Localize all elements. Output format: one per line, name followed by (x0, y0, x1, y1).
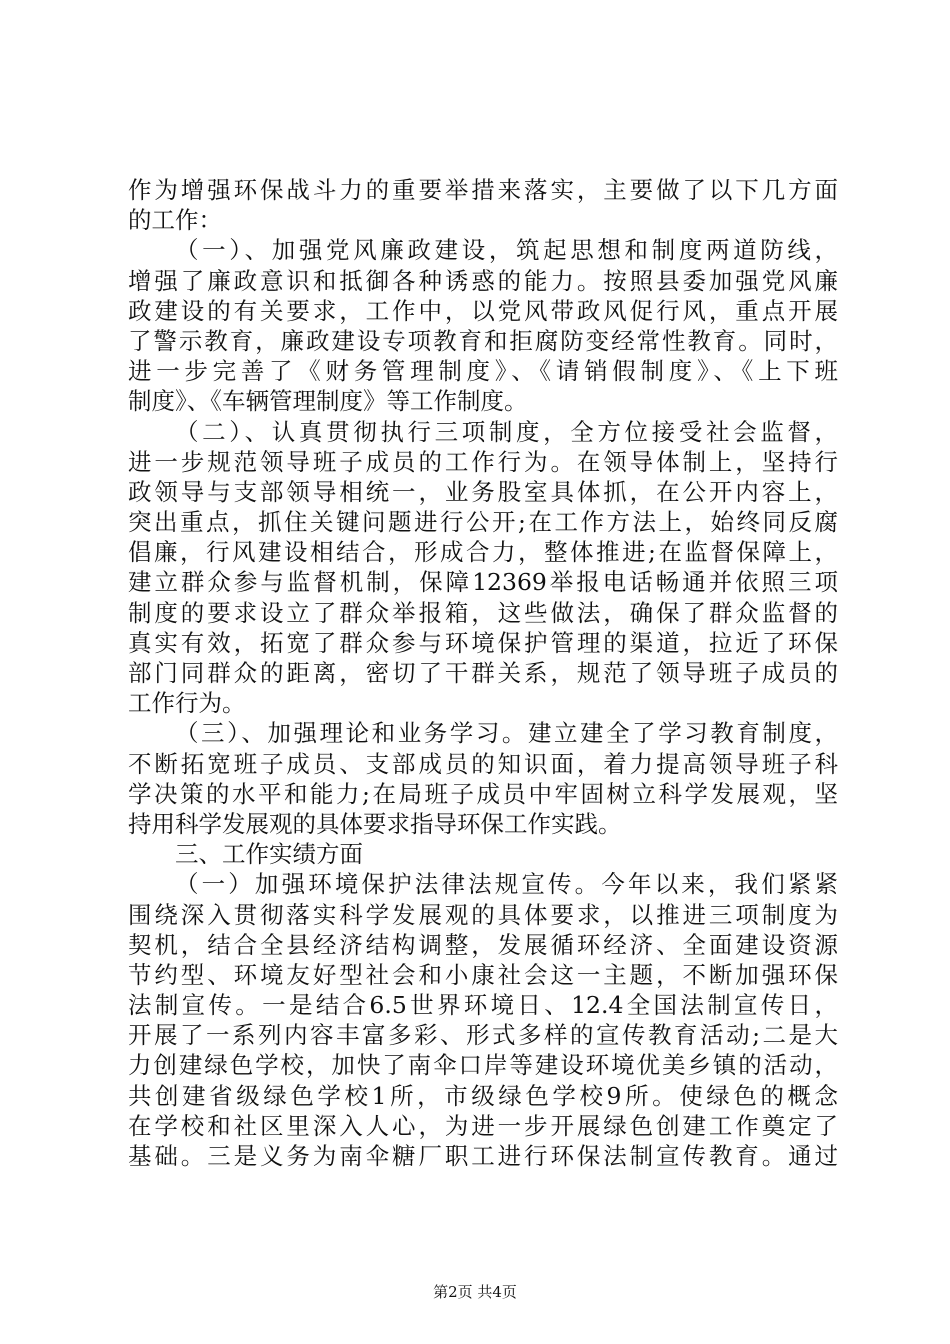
page-footer: 第2页 共4页 (433, 1283, 517, 1301)
text-line: 三、工作实绩方面 (175, 840, 363, 869)
text-line: 开展了一系列内容丰富多彩、形式多样的宣传教育活动;二是大 (128, 1021, 838, 1050)
text-line: 工作行为。 (128, 689, 246, 718)
text-line: 进一步完善了《财务管理制度》、《请销假制度》、《上下班 (128, 357, 838, 386)
text-line: 政领导与支部领导相统一，业务股室具体抓，在公开内容上， (128, 477, 838, 506)
text-line: 突出重点，抓住关键问题进行公开;在工作方法上，始终同反腐 (128, 508, 838, 537)
text-line: 法制宣传。一是结合6.5世界环境日、12.4全国法制宣传日， (128, 991, 838, 1020)
text-line: 力创建绿色学校，加快了南伞口岸等建设环境优美乡镇的活动， (128, 1051, 838, 1080)
text-line: 制度的要求设立了群众举报箱，这些做法，确保了群众监督的 (128, 598, 838, 627)
text-line: 了警示教育，廉政建设专项教育和拒腐防变经常性教育。同时， (128, 326, 838, 355)
document-body (128, 175, 838, 1171)
text-line: （一）加强环境保护法律法规宣传。今年以来，我们紧紧 (175, 870, 838, 899)
text-line: 契机，结合全县经济结构调整，发展循环经济、全面建设资源 (128, 930, 838, 959)
text-line: 基础。三是义务为南伞糖厂职工进行环保法制宣传教育。通过 (128, 1142, 838, 1170)
text-line: 真实有效，拓宽了群众参与环境保护管理的渠道，拉近了环保 (128, 628, 838, 657)
text-line: 建立群众参与监督机制，保障12369举报电话畅通并依照三项 (128, 568, 838, 597)
text-line: 部门同群众的距离，密切了干群关系，规范了领导班子成员的 (128, 659, 838, 687)
text-line: 作为增强环保战斗力的重要举措来落实，主要做了以下几方面 (128, 176, 838, 204)
text-line: 节约型、环境友好型社会和小康社会这一主题，不断加强环保 (128, 960, 838, 989)
text-line: （二）、认真贯彻执行三项制度，全方位接受社会监督， (175, 417, 838, 446)
text-line: （三）、加强理论和业务学习。建立建全了学习教育制度， (175, 719, 838, 748)
text-line: 学决策的水平和能力;在局班子成员中牢固树立科学发展观，坚 (128, 779, 838, 808)
text-line: 不断拓宽班子成员、支部成员的知识面，着力提高领导班子科 (128, 749, 838, 778)
text-line: 政建设的有关要求，工作中，以党风带政风促行风，重点开展 (128, 296, 838, 325)
text-line: 共创建省级绿色学校1所，市级绿色学校9所。使绿色的概念 (128, 1081, 838, 1110)
text-line: 持用科学发展观的具体要求指导环保工作实践。 (128, 809, 622, 838)
text-line: 进一步规范领导班子成员的工作行为。在领导体制上，坚持行 (128, 447, 838, 476)
text-line: 倡廉，行风建设相结合，形成合力，整体推进;在监督保障上， (128, 538, 838, 567)
text-line: （一）、加强党风廉政建设，筑起思想和制度两道防线， (175, 236, 838, 265)
text-line: 围绕深入贯彻落实科学发展观的具体要求，以推进三项制度为 (128, 900, 838, 929)
text-line: 的工作： (128, 206, 222, 235)
text-line: 增强了廉政意识和抵御各种诱惑的能力。按照县委加强党风廉 (128, 266, 838, 295)
text-line: 在学校和社区里深入人心，为进一步开展绿色创建工作奠定了 (128, 1111, 838, 1140)
text-line: 制度》、《车辆管理制度》等工作制度。 (128, 387, 528, 416)
